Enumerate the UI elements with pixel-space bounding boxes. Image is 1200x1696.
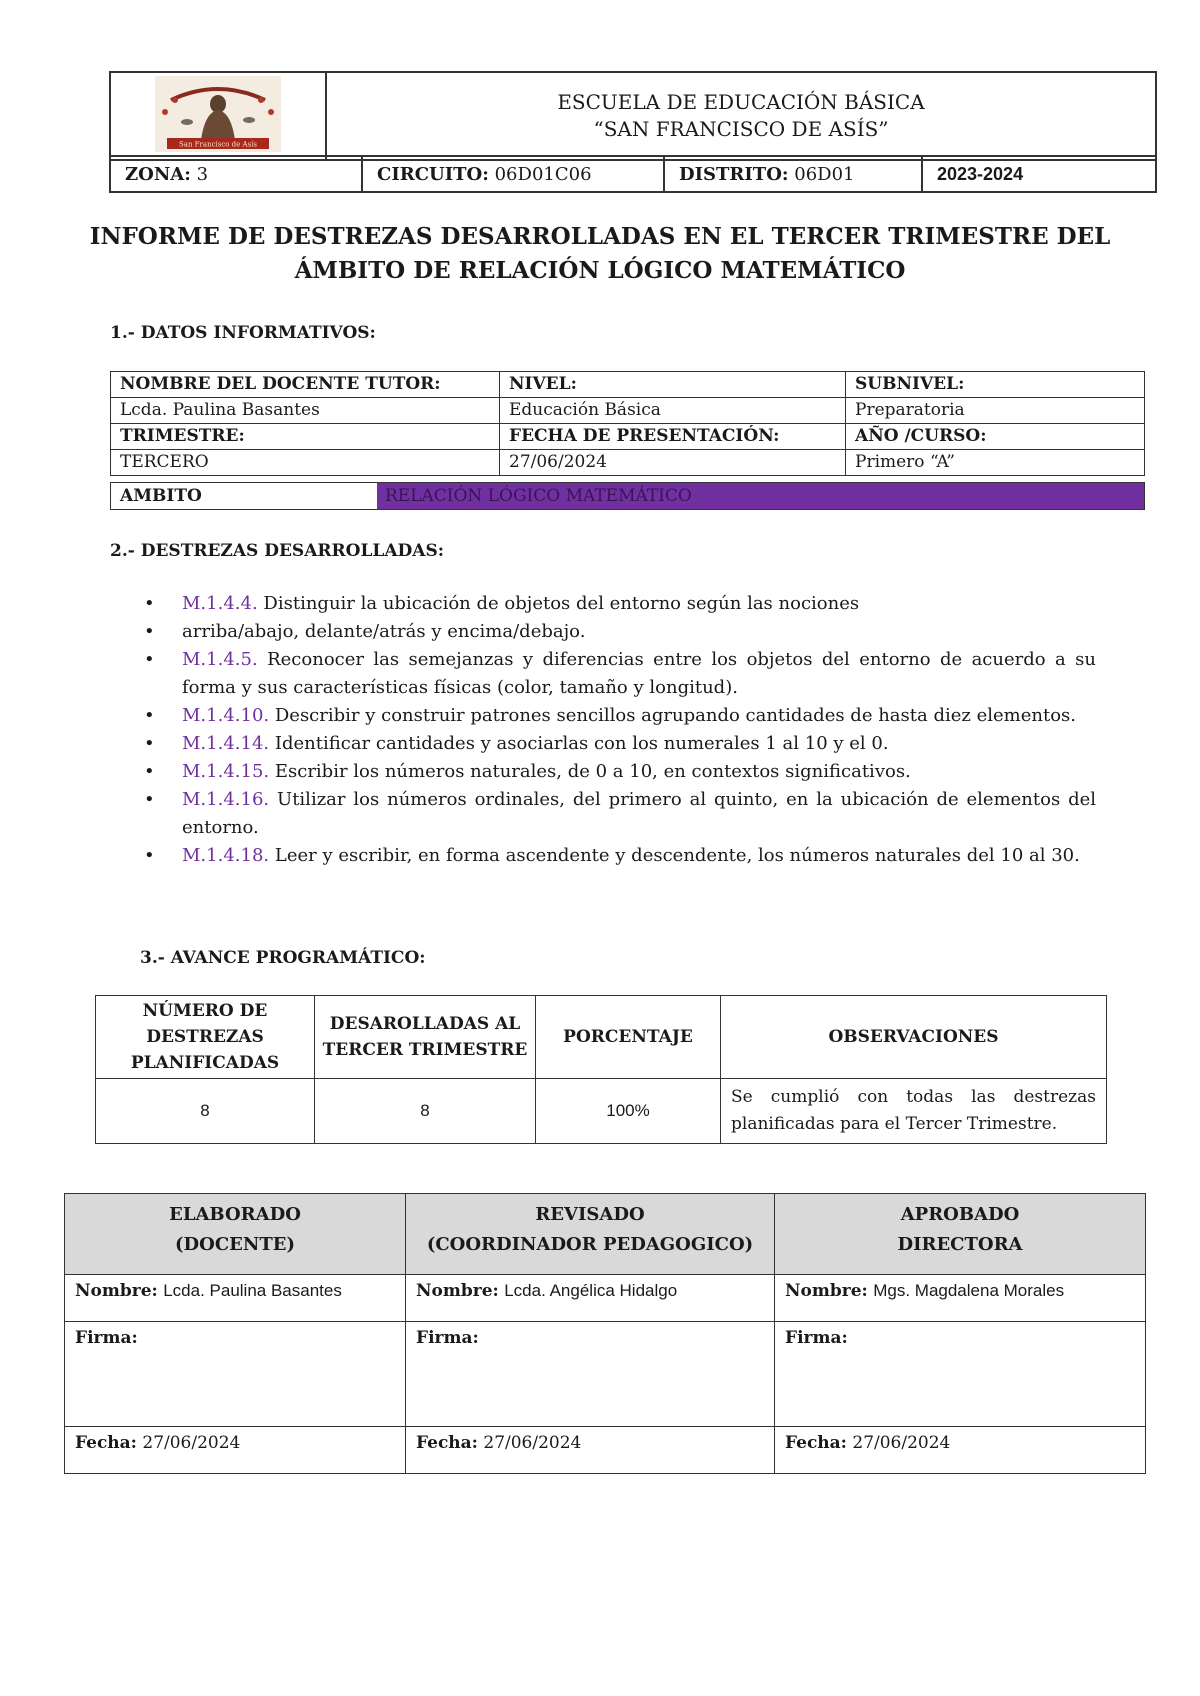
section1-heading: 1.- DATOS INFORMATIVOS: [110,323,376,343]
logo-cell [110,72,326,160]
skill-code: M.1.4.5. [182,649,258,670]
skill-item [140,730,1096,758]
school-name-line2: “SAN FRANCISCO DE ASÍS” [593,117,889,141]
nombre-coordinador-cell: Nombre: Lcda. Angélica Hidalgo [406,1275,775,1322]
fecha-presentacion-value: 27/06/2024 [500,450,846,476]
skill-item [140,702,1096,730]
ambito-value: RELACIÓN LÓGICO MATEMÁTICO [377,483,1144,509]
firma-directora: Firma: [775,1322,1146,1427]
curso-label: AÑO /CURSO: [846,424,1145,450]
developed-skills-value: 8 [315,1079,536,1144]
skill-item [140,646,1096,702]
fecha-docente: 27/06/2024 [142,1433,241,1453]
skill-code: M.1.4.14. [182,733,270,754]
aprobado-header: APROBADO DIRECTORA [775,1194,1146,1275]
percentage-value: 100% [536,1079,721,1144]
fecha-directora: 27/06/2024 [852,1433,951,1453]
program-progress-table [95,995,1107,1144]
elaborado-header: ELABORADO (DOCENTE) [65,1194,406,1275]
ambito-label: AMBITO [120,486,202,506]
signature-table [64,1193,1146,1474]
nombre-directora-cell: Nombre: Mgs. Magdalena Morales [775,1275,1146,1322]
trimestre-label: TRIMESTRE: [111,424,500,450]
skill-code: M.1.4.10. [182,705,270,726]
skill-item [140,786,1096,842]
trimestre-value: TERCERO [111,450,500,476]
skill-text: Escribir los números naturales, de 0 a 10, en contextos significativos. [269,761,911,782]
report-title-line1: INFORME DE DESTREZAS DESARROLLADAS EN EL TERCER TRIMESTRE DEL [89,223,1111,250]
school-logo [153,74,283,154]
school-meta-row [109,155,1157,193]
section3-heading: 3.- AVANCE PROGRAMÁTICO: [140,948,426,968]
docente-label: NOMBRE DEL DOCENTE TUTOR: [111,372,500,398]
bullet-icon: • [144,621,155,642]
school-year: 2023-2024 [922,156,1156,192]
fecha-docente-cell: Fecha: 27/06/2024 [65,1427,406,1474]
circuito-cell: CIRCUITO: 06D01C06 [362,156,664,192]
svg-text:San Francisco de Asís: San Francisco de Asís [178,140,258,149]
fecha-coordinador-cell: Fecha: 27/06/2024 [406,1427,775,1474]
curso-value: Primero “A” [846,450,1145,476]
report-title-line2: ÁMBITO DE RELACIÓN LÓGICO MATEMÁTICO [294,257,906,284]
subnivel-label: SUBNIVEL: [846,372,1145,398]
skill-text: Describir y construir patrones sencillos agrupando cantidades de hasta diez elementos. [269,705,1076,726]
subnivel-value: Preparatoria [846,398,1145,424]
zona-value: 3 [196,163,209,185]
docente-value: Lcda. Paulina Basantes [111,398,500,424]
section2-heading: 2.- DESTREZAS DESARROLLADAS: [110,541,445,561]
ambito-row [110,482,1145,510]
fecha-directora-cell: Fecha: 27/06/2024 [775,1427,1146,1474]
zona-cell: ZONA: 3 [110,156,362,192]
skill-text: Identificar cantidades y asociarlas con los numerales 1 al 10 y el 0. [269,733,889,754]
fecha-presentacion-label: FECHA DE PRESENTACIÓN: [500,424,846,450]
percentage-header: PORCENTAJE [536,996,721,1079]
nivel-label: NIVEL: [500,372,846,398]
bullet-icon: • [144,845,155,866]
report-title [80,220,1120,288]
nombre-coordinador: Lcda. Angélica Hidalgo [504,1281,678,1300]
distrito-cell: DISTRITO: 06D01 [664,156,922,192]
school-header [109,71,1157,161]
nombre-directora: Mgs. Magdalena Morales [873,1281,1065,1300]
bullet-icon: • [144,733,155,754]
school-name-cell [326,72,1156,160]
skill-code: M.1.4.18. [182,845,270,866]
skill-text: Distinguir la ubicación de objetos del entorno según las nociones [257,593,860,614]
firma-coordinador: Firma: [406,1322,775,1427]
fecha-coordinador: 27/06/2024 [483,1433,582,1453]
skills-list [140,590,1096,870]
nivel-value: Educación Básica [500,398,846,424]
firma-docente: Firma: [65,1322,406,1427]
nombre-docente: Lcda. Paulina Basantes [163,1281,342,1300]
distrito-value: 06D01 [794,163,855,185]
skill-text: Reconocer las semejanzas y diferencias entre los objetos del entorno de acuerdo a su forma y sus características físicas (color, tamaño y longitud). [182,649,1096,698]
bullet-icon: • [144,705,155,726]
observations-header: OBSERVACIONES [721,996,1107,1079]
skill-code: M.1.4.4. [182,593,258,614]
informative-data-table [110,371,1145,476]
circuito-value: 06D01C06 [494,163,592,185]
skill-item [140,842,1096,870]
planned-skills-header: NÚMERO DE DESTREZAS PLANIFICADAS [96,996,315,1079]
planned-skills-value: 8 [96,1079,315,1144]
bullet-icon: • [144,593,155,614]
developed-skills-header: DESAROLLADAS AL TERCER TRIMESTRE [315,996,536,1079]
bullet-icon: • [144,761,155,782]
skill-code: M.1.4.16. [182,789,270,810]
skill-code: M.1.4.15. [182,761,270,782]
skill-text: arriba/abajo, delante/atrás y encima/debajo. [182,621,586,642]
skill-text: Leer y escribir, en forma ascendente y descendente, los números naturales del 10 al 30. [269,845,1080,866]
skill-item [140,758,1096,786]
school-name-line1: ESCUELA DE EDUCACIÓN BÁSICA [557,90,925,114]
bullet-icon: • [144,649,155,670]
nombre-docente-cell: Nombre: Lcda. Paulina Basantes [65,1275,406,1322]
bullet-icon: • [144,789,155,810]
skill-item [140,590,1096,618]
skill-item [140,618,1096,646]
skill-text: Utilizar los números ordinales, del primero al quinto, en la ubicación de elementos del entorno. [182,789,1096,838]
observations-value: Se cumplió con todas las destrezas planificadas para el Tercer Trimestre. [721,1079,1107,1144]
revisado-header: REVISADO (COORDINADOR PEDAGOGICO) [406,1194,775,1275]
